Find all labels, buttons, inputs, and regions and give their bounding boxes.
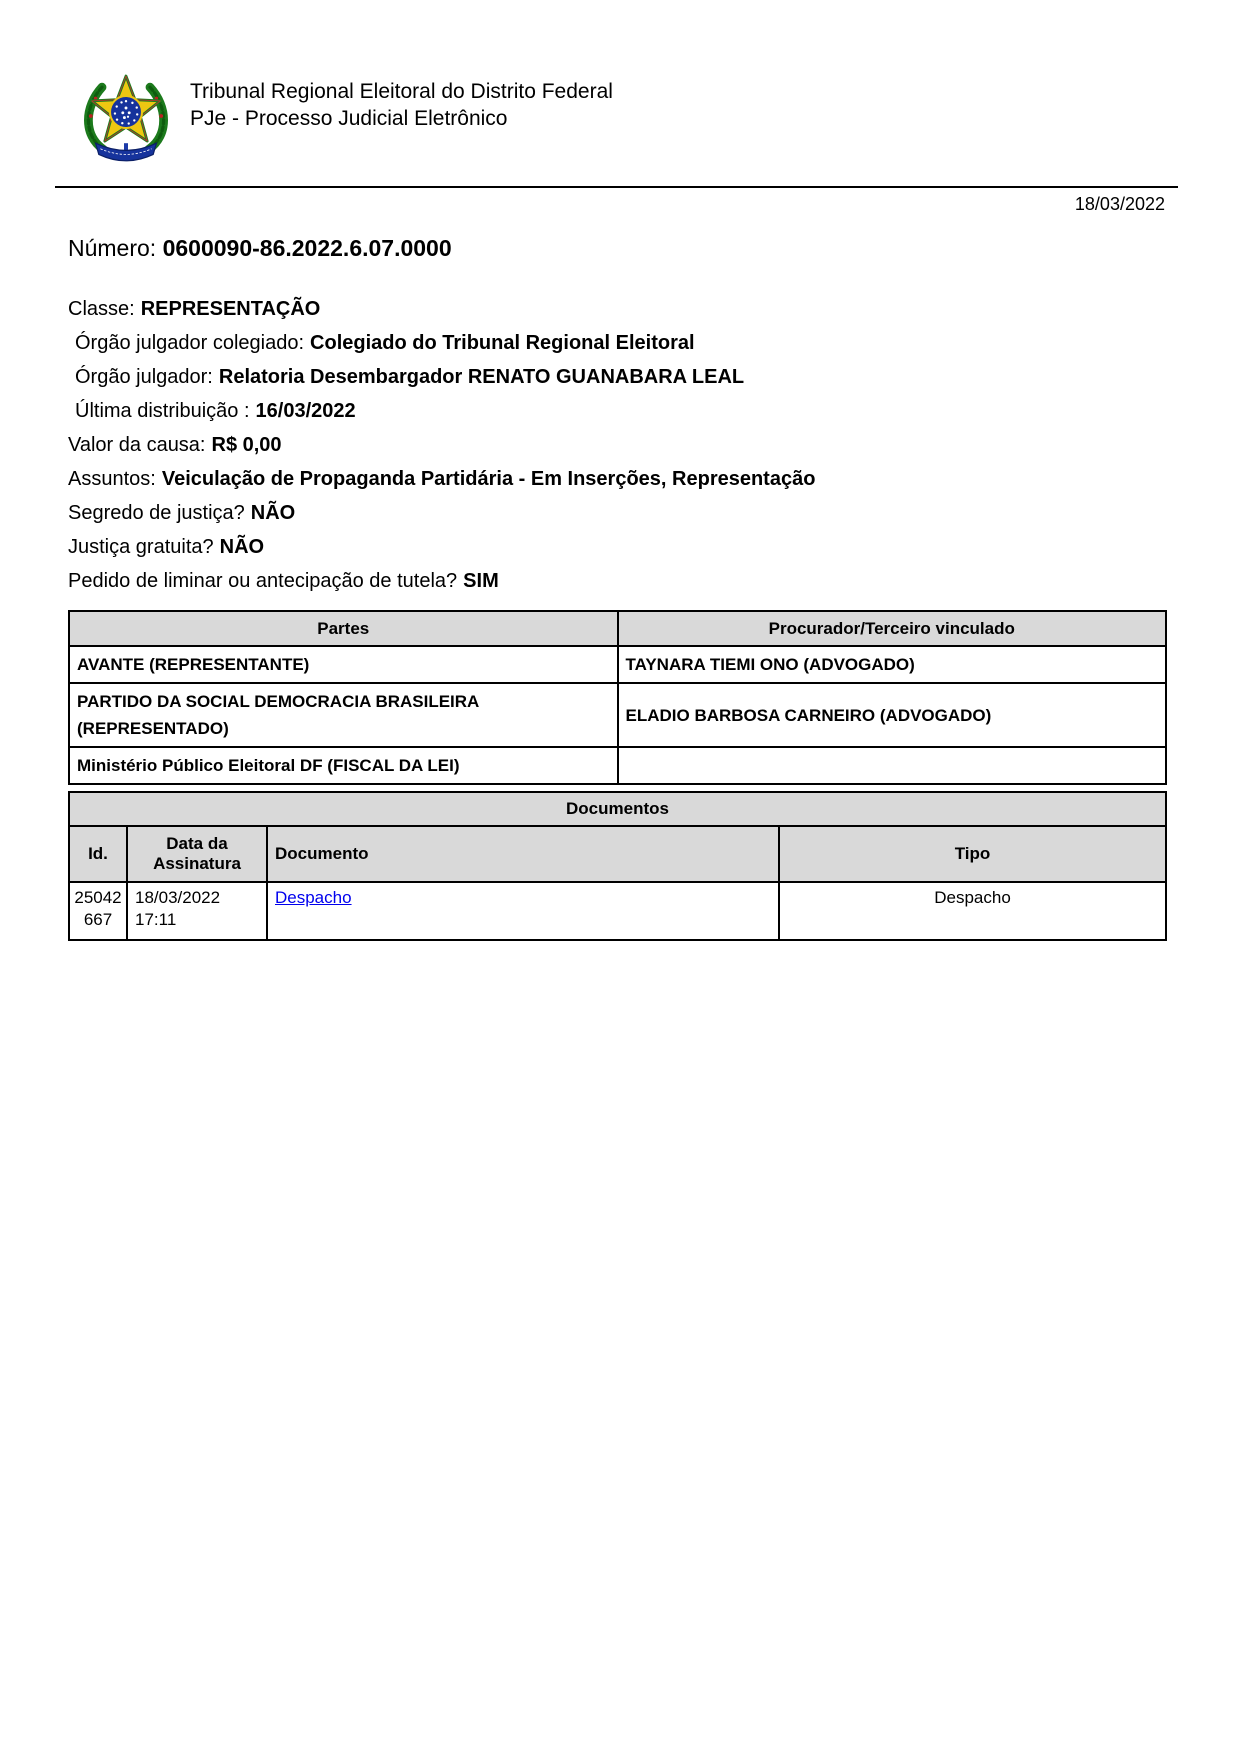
parte-cell: Ministério Público Eleitoral DF (FISCAL DA LEI) [69,747,618,784]
field-classe [68,292,1240,326]
field-segredo-de-justica [68,496,1240,530]
field-assuntos [68,462,1240,496]
field-label: Pedido de liminar ou antecipação de tutela? [68,570,458,592]
procurador-cell [618,747,1167,784]
system-name: PJe - Processo Judicial Eletrônico [190,107,508,130]
partes-table [68,610,1167,785]
documents-title: Documentos [69,792,1166,826]
process-number-line [68,235,1240,262]
field-value: Colegiado do Tribunal Regional Eleitoral [310,332,695,354]
document-date-cell: 18/03/2022 17:11 [127,882,267,940]
field-value: R$ 0,00 [211,434,282,456]
field-pedido-de-liminar [68,564,1240,598]
brazil-coat-of-arms-icon [78,66,174,166]
id-header: Id. [69,826,127,882]
table-row [69,882,1166,940]
org-title-block [190,66,613,132]
field-ultima-distribuicao [68,394,1240,428]
tipo-header: Tipo [779,826,1166,882]
procurador-cell: TAYNARA TIEMI ONO (ADVOGADO) [618,646,1167,683]
field-orgao-julgador [68,360,1240,394]
documents-title-row [69,792,1166,826]
field-label: Segredo de justiça? [68,502,245,524]
parte-cell: PARTIDO DA SOCIAL DEMOCRACIA BRASILEIRA (REPRESENTADO) [69,683,618,747]
data-assinatura-header: Data da Assinatura [127,826,267,882]
table-row [69,683,1166,747]
field-label: Órgão julgador colegiado: [75,332,305,354]
field-label: Órgão julgador: [75,366,213,388]
document-cell [267,882,779,940]
field-valor-da-causa [68,428,1240,462]
header-divider [55,186,1178,188]
process-number-label: Número: [68,235,157,261]
field-label: Valor da causa: [68,434,206,456]
parte-cell: AVANTE (REPRESENTANTE) [69,646,618,683]
table-row [69,646,1166,683]
process-number-value: 0600090-86.2022.6.07.0000 [162,235,452,261]
field-orgao-julgador-colegiado [68,326,1240,360]
field-value: SIM [463,570,499,592]
table-row [69,747,1166,784]
header [0,0,1240,166]
partes-header: Partes [69,611,618,646]
field-justica-gratuita [68,530,1240,564]
field-value: NÃO [250,502,296,524]
document-link[interactable]: Despacho [275,888,352,907]
field-value: 16/03/2022 [255,400,356,422]
field-label: Classe: [68,298,135,320]
documento-header: Documento [267,826,779,882]
document-id-cell: 25042667 [69,882,127,940]
procurador-cell: ELADIO BARBOSA CARNEIRO (ADVOGADO) [618,683,1167,747]
documents-table [68,791,1167,941]
field-label: Assuntos: [68,468,156,490]
field-value: REPRESENTAÇÃO [140,298,321,320]
field-value: Veiculação de Propaganda Partidária - Em Inserções, Representação [161,468,816,490]
metadata-fields [68,292,1240,598]
field-value: NÃO [219,536,265,558]
field-value: Relatoria Desembargador RENATO GUANABARA LEAL [218,366,745,388]
procurador-header: Procurador/Terceiro vinculado [618,611,1167,646]
org-name: Tribunal Regional Eleitoral do Distrito Federal [190,80,613,103]
document-tipo-cell: Despacho [779,882,1166,940]
documents-header-row [69,826,1166,882]
partes-header-row [69,611,1166,646]
field-label: Última distribuição : [75,400,250,422]
field-label: Justiça gratuita? [68,536,214,558]
document-date: 18/03/2022 [1074,194,1165,214]
